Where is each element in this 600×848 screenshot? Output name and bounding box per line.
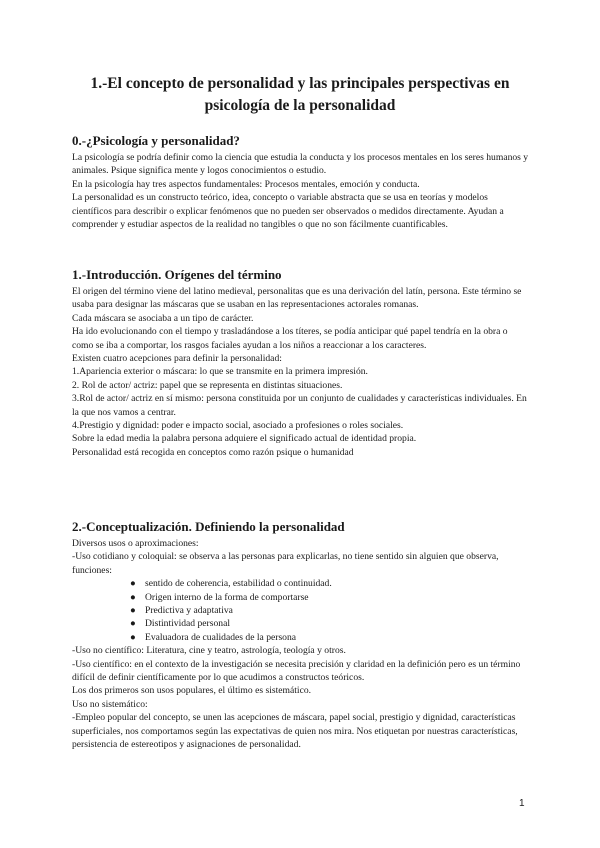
paragraph: Uso no sistemático: [72, 698, 148, 710]
section-body-1 [72, 285, 530, 459]
paragraph: -Uso no científico: Literatura, cine y teatro, astrología, teología y otros. [72, 645, 346, 657]
bullet-icon: ● [130, 631, 136, 643]
paragraph: -Empleo popular del concepto, se unen las acepciones de máscara, papel social, prestigio y dignidad, características superficiales, nos comportamos según las expectativas de quien nos mira. Nos etiquetan por nuestras características, persistencia de estereotipos y asignaciones de personalidad. [72, 712, 518, 751]
paragraph: Ha ido evolucionando con el tiempo y trasladándose a los títeres, se podía anticipar qué papel tendría en la obra o como se iba a comportar, los rasgos faciales ayudan a los niños a reaccionar a los caracteres. [72, 326, 508, 351]
page-title: 1.-El concepto de personalidad y las principales perspectivas en psicología de la personalidad [90, 75, 510, 114]
paragraph: El origen del término viene del latino medieval, personalitas que es una derivación del latín, persona. Este término se usaba para designar las máscaras que se usaban en las representaciones actorales romanas. [72, 286, 522, 311]
list-item [72, 591, 530, 604]
paragraph: -Uso cotidiano y coloquial: se observa a las personas para explicarlas, no tiene sentido sin alguien que observa, funciones: [72, 551, 499, 576]
section-heading-1: 1.-Introducción. Orígenes del término [72, 267, 282, 282]
bullet-icon: ● [130, 605, 136, 617]
list-item-text: Origen interno de la forma de comportarse [145, 591, 309, 603]
section-body-2 [72, 537, 530, 752]
list-item-text: Distintividad personal [145, 618, 230, 630]
paragraph: Existen cuatro acepciones para definir la personalidad: [72, 353, 282, 365]
list-item-text: Predictiva y adaptativa [145, 605, 233, 617]
bullet-icon: ● [130, 578, 136, 590]
list-item [72, 631, 530, 644]
list-item [72, 604, 530, 617]
paragraph: Los dos primeros son usos populares, el último es sistemático. [72, 685, 312, 697]
section-heading-2: 2.-Conceptualización. Definiendo la personalidad [72, 519, 345, 534]
paragraph: 4.Prestigio y dignidad: poder e impacto social, asociado a profesiones o roles sociales. [72, 420, 404, 432]
paragraph: 3.Rol de actor/ actriz en sí mismo: persona constituida por un conjunto de cualidades y características individuales. En la que nos vamos a centrar. [72, 393, 527, 418]
page-number: 1 [519, 798, 525, 809]
list-item [72, 577, 530, 590]
section-body-0 [72, 151, 530, 231]
bullet-icon: ● [130, 591, 136, 603]
bullet-list [72, 577, 530, 644]
list-item-text: Evaluadora de cualidades de la persona [145, 631, 297, 643]
paragraph: En la psicología hay tres aspectos fundamentales: Procesos mentales, emoción y conducta. [72, 178, 420, 190]
paragraph: Diversos usos o aproximaciones: [72, 538, 199, 549]
list-item-text: sentido de coherencia, estabilidad o continuidad. [145, 578, 332, 590]
paragraph: Sobre la edad media la palabra persona adquiere el significado actual de identidad propia. [72, 433, 417, 445]
paragraph: 1.Apariencia exterior o máscara: lo que se transmite en la primera impresión. [72, 366, 368, 378]
paragraph: 2. Rol de actor/ actriz: papel que se representa en distintas situaciones. [72, 379, 343, 391]
paragraph: -Uso científico: en el contexto de la investigación se necesita precisión y claridad en la definición pero es un término difícil de definir científicamente por lo que acudimos a constructos teóricos. [72, 658, 521, 684]
section-heading-0: 0.-¿Psicología y personalidad? [72, 133, 240, 148]
paragraph: La psicología se podría definir como la ciencia que estudia la conducta y los procesos mentales en los seres humanos y animales. Psique significa mente y logos conocimientos o estudio. [72, 152, 529, 177]
bullet-icon: ● [130, 618, 136, 630]
paragraph: Cada máscara se asociaba a un tipo de carácter. [72, 312, 254, 324]
paragraph: La personalidad es un constructo teórico, idea, concepto o variable abstracta que se usa en teorías y modelos científicos para describir o explicar fenómenos que no pueden ser observados o medidos directamente. Ayudan a comprender y estudiar aspectos de la realidad no tangibles o que no son fácilmente cuantificables. [72, 192, 504, 231]
list-item [72, 617, 530, 630]
paragraph: Personalidad está recogida en conceptos como razón psique o humanidad [72, 446, 354, 458]
